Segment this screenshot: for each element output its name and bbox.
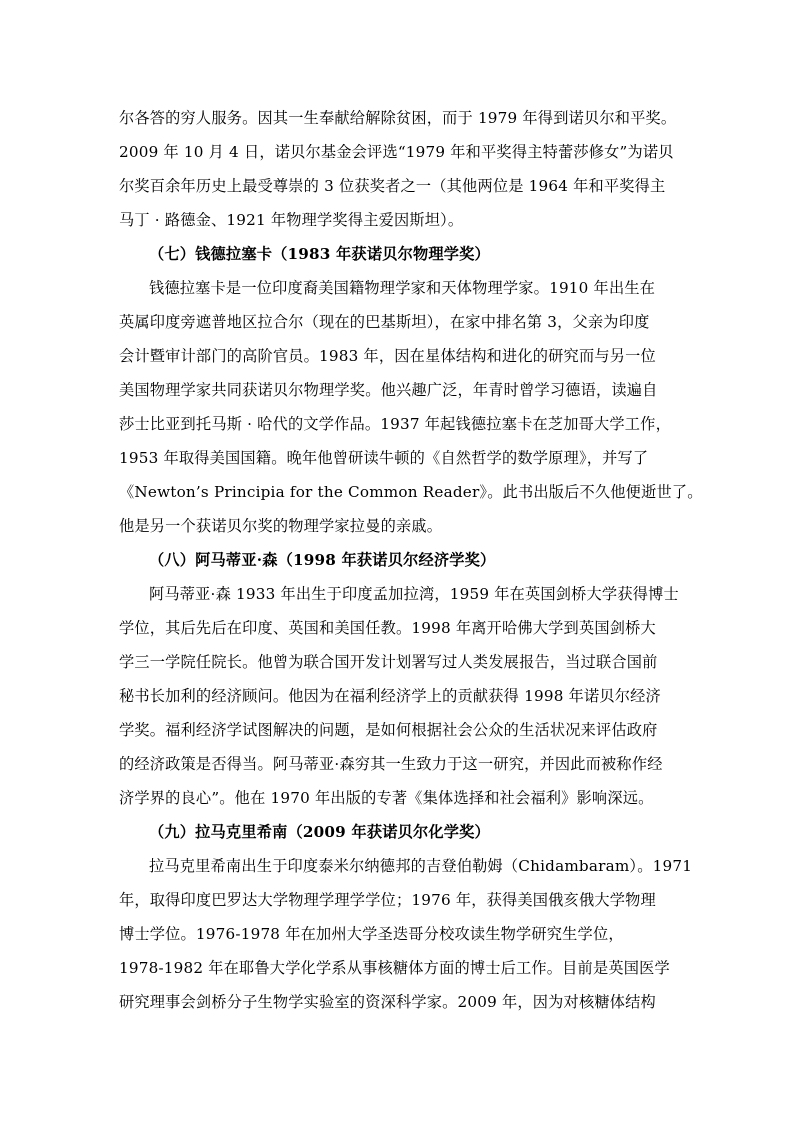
paragraph-line: 美国物理学家共同获诺贝尔物理学奖。他兴趣广泛，年青时曾学习德语，读遍自 [119,381,658,399]
section-heading-7: （七）钱德拉塞卡（1983 年获诺贝尔物理学奖） [149,245,490,263]
section-heading-9: （九）拉马克里希南（2009 年获诺贝尔化学奖） [149,823,490,841]
paragraph-line: 尔奖百余年历史上最受尊崇的 3 位获奖者之一（其他两位是 1964 年和平奖得主 [119,177,666,195]
paragraph-line: 秘书长加利的经济顾问。他因为在福利经济学上的贡献获得 1998 年诺贝尔经济 [119,687,661,705]
paragraph-line: 学三一学院任院长。他曾为联合国开发计划署写过人类发展报告，当过联合国前 [119,653,658,671]
paragraph-line: 钱德拉塞卡是一位印度裔美国籍物理学家和天体物理学家。1910 年出生在 [149,279,656,297]
paragraph-line: 的经济政策是否得当。阿马蒂亚·森穷其一生致力于这一研究，并因此而被称作经 [119,755,663,773]
paragraph-line: 《Newton’s Principia for the Common Reader》。此书出版后不久他便逝世了。 [119,483,703,501]
paragraph-line: 济学界的良心”。他在 1970 年出版的专著《集体选择和社会福利》影响深远。 [119,789,654,807]
paragraph-line: 尔各答的穷人服务。因其一生奉献给解除贫困，而于 1979 年得到诺贝尔和平奖。 [119,109,677,127]
paragraph-line: 马丁 · 路德金、1921 年物理学奖得主爱因斯坦）。 [119,211,464,229]
paragraph-line: 他是另一个获诺贝尔奖的物理学家拉曼的亲戚。 [119,517,443,535]
paragraph-line: 学位，其后先后在印度、英国和美国任教。1998 年离开哈佛大学到英国剑桥大 [119,619,656,637]
paragraph-line: 研究理事会剑桥分子生物学实验室的资深科学家。2009 年，因为对核糖体结构 [119,993,656,1011]
paragraph-line: 拉马克里希南出生于印度泰米尔纳德邦的吉登伯勒姆（Chidambaram）。1971 [149,857,693,875]
paragraph-line: 阿马蒂亚·森 1933 年出生于印度孟加拉湾，1959 年在英国剑桥大学获得博士 [149,585,679,603]
paragraph-line: 博士学位。1976-1978 年在加州大学圣迭哥分校攻读生物学研究生学位， [119,925,624,943]
paragraph-line: 学奖。福利经济学试图解决的问题，是如何根据社会公众的生活状况来评估政府 [119,721,658,739]
paragraph-line: 莎士比亚到托马斯 · 哈代的文学作品。1937 年起钱德拉塞卡在芝加哥大学工作， [119,415,671,433]
paragraph-line: 会计暨审计部门的高阶官员。1983 年，因在星体结构和进化的研究而与另一位 [119,347,656,365]
paragraph-line: 年，取得印度巴罗达大学物理学理学学位；1976 年，获得美国俄亥俄大学物理 [119,891,656,909]
paragraph-line: 2009 年 10 月 4 日，诺贝尔基金会评选“1979 年和平奖得主特蕾莎修女”为诺贝 [119,143,674,161]
section-heading-8: （八）阿马蒂亚·森（1998 年获诺贝尔经济学奖） [149,551,496,569]
paragraph-line: 1978-1982 年在耶鲁大学化学系从事核糖体方面的博士后工作。目前是英国医学 [119,959,670,977]
paragraph-line: 1953 年取得美国国籍。晚年他曾研读牛顿的《自然哲学的数学原理》，并写了 [119,449,649,467]
paragraph-line: 英属印度旁遮普地区拉合尔（现在的巴基斯坦），在家中排名第 3，父亲为印度 [119,313,650,331]
